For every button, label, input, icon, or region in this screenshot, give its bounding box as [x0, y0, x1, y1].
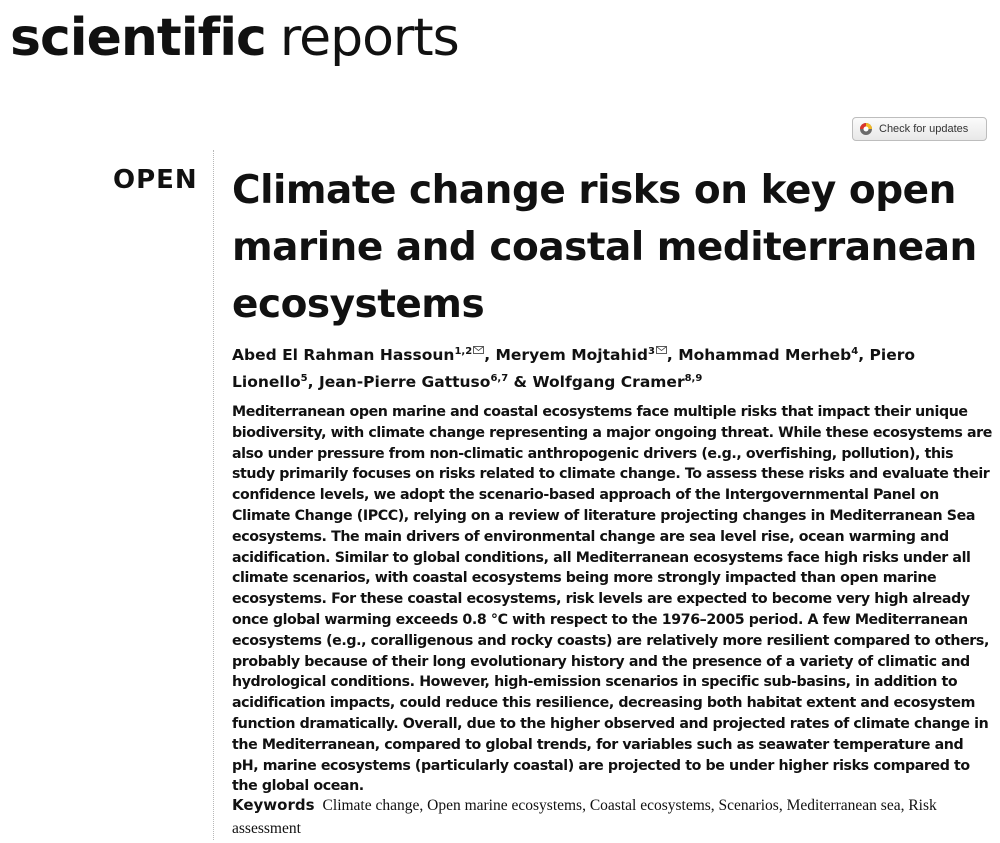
author-separator: , [484, 346, 496, 365]
margin-divider [213, 150, 214, 840]
author-name: Piero Lionello [232, 346, 915, 392]
author-list [232, 340, 992, 394]
author-affiliation: 1,2 [454, 346, 473, 357]
author-name: Jean-Pierre Gattuso [318, 373, 491, 392]
author-affiliation: 6,7 [490, 373, 509, 385]
check-for-updates-label: Check for updates [879, 123, 969, 135]
author-affiliation: 8,9 [684, 373, 703, 385]
keywords-text: Climate change, Open marine ecosystems, Coastal ecosystems, Scenarios, Mediterranean sea, Risk assessment [232, 797, 937, 837]
author-affiliation: 3 [647, 346, 655, 357]
check-for-updates-button[interactable] [852, 117, 987, 141]
journal-logo [10, 6, 459, 70]
email-icon[interactable] [656, 346, 667, 354]
author [678, 346, 869, 364]
author-name: Abed El Rahman Hassoun [232, 346, 455, 365]
open-access-label: OPEN [113, 165, 198, 195]
author [232, 346, 495, 364]
author-affiliation: 5 [300, 373, 308, 385]
author-separator: , [666, 346, 679, 365]
keywords [232, 794, 992, 840]
author-separator: , [307, 373, 319, 392]
keywords-label: Keywords [232, 796, 315, 814]
author-name: Wolfgang Cramer [532, 373, 685, 392]
author-separator: & [508, 373, 533, 392]
author-separator: , [858, 346, 870, 365]
author-name: Meryem Mojtahid [495, 346, 648, 365]
abstract: Mediterranean open marine and coastal ecosystems face multiple risks that impact their unique biodiversity, with climate change representing a major ongoing threat. While these ecosystems are also under pressure from non-climatic anthropogenic drivers (e.g., overfishing, pollution), this study primarily focuses on risks related to climate change. To assess these risks and evaluate their confidence levels, we adopt the scenario-based approach of the Intergovernmental Panel on Climate Change (IPCC), relying on a review of literature projecting changes in Mediterranean Sea ecosystems. The main drivers of environmental change are sea level rise, ocean warming and acidification. Similar to global conditions, all Mediterranean ecosystems face high risks under all climate scenarios, with coastal ecosystems being more strongly impacted than open marine ecosystems. For these coastal ecosystems, risk levels are expected to become very high already once global warming exceeds 0.8 °C with respect to the 1976–2005 period. A few Mediterranean ecosystems (e.g., coralligenous and rocky coasts) are relatively more resilient compared to others, probably because of their long evolutionary history and the presence of a variety of climatic and hydrological conditions. However, high-emission scenarios in specific sub-basins, in addition to acidification impacts, could reduce this resilience, decreasing both habitat extent and ecosystem function dramatically. Overall, due to the higher observed and projected rates of climate change in the Mediterranean, compared to global trends, for variables such as seawater temperature and pH, marine ecosystems (particularly coastal) are projected to be under higher risks compared to the global ocean. [232, 404, 992, 795]
author-affiliation: 4 [851, 346, 859, 357]
journal-name-bold: scientific [10, 8, 266, 68]
author [495, 346, 678, 364]
article-title: Climate change risks on key open marine and coastal mediterranean ecosystems [232, 168, 977, 327]
journal-name-regular: reports [279, 8, 459, 68]
email-icon[interactable] [473, 346, 484, 354]
update-icon [859, 122, 873, 136]
author [319, 373, 533, 391]
author-name: Mohammad Merheb [678, 346, 852, 365]
author [532, 373, 702, 391]
